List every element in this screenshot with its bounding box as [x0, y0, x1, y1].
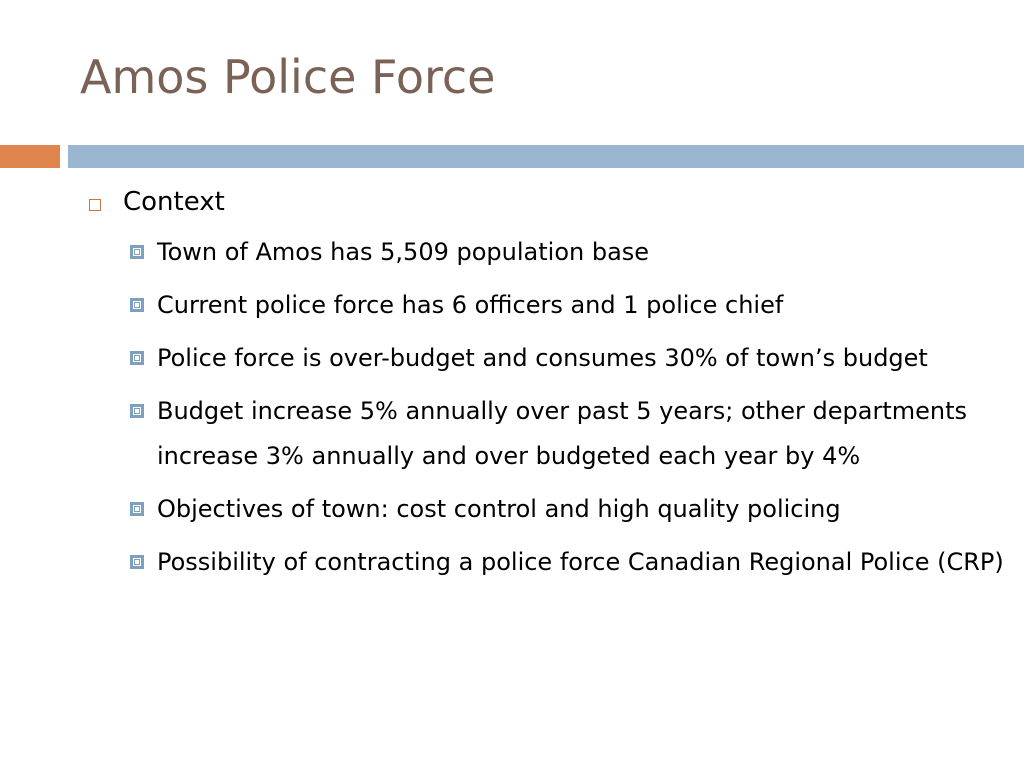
accent-bar-blue — [68, 145, 1024, 168]
list-item — [130, 389, 1004, 479]
square-bullet-icon — [130, 555, 144, 569]
slide-title: Amos Police Force — [80, 50, 496, 104]
bullet-text: Budget increase 5% annually over past 5 years; other departments increase 3% annually and over budgeted each year by 4% — [157, 396, 967, 470]
square-bullet-icon — [130, 351, 144, 365]
list-item — [130, 540, 1004, 585]
square-bullet-icon — [130, 245, 144, 259]
list-item — [130, 230, 1004, 275]
bullet-text: Town of Amos has 5,509 population base — [157, 237, 650, 266]
context-bullet-list — [86, 230, 1004, 585]
context-heading-item — [86, 184, 1004, 222]
square-bullet-icon — [130, 404, 144, 418]
bullet-text: Police force is over-budget and consumes 30% of town’s budget — [157, 343, 928, 372]
slide-content — [86, 184, 1004, 593]
list-item — [130, 336, 1004, 381]
bullet-text: Objectives of town: cost control and high quality policing — [157, 494, 841, 523]
bullet-text: Current police force has 6 officers and 1 police chief — [157, 290, 784, 319]
square-bullet-icon — [130, 298, 144, 312]
list-item — [130, 487, 1004, 532]
square-bullet-icon — [89, 199, 101, 211]
list-item — [130, 283, 1004, 328]
accent-bar-orange — [0, 145, 60, 168]
bullet-text: Possibility of contracting a police force Canadian Regional Police (CRP) — [157, 547, 1004, 576]
square-bullet-icon — [130, 502, 144, 516]
context-heading: Context — [123, 187, 225, 217]
